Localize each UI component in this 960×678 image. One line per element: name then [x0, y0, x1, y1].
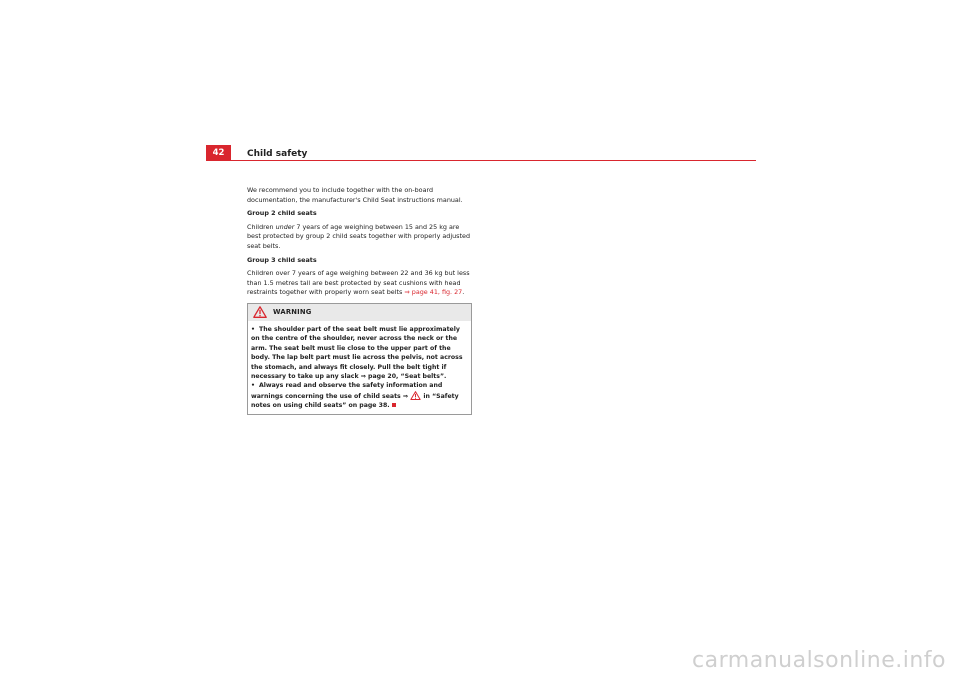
- intro-paragraph: We recommend you to include together with the on-board documentation, the manufacturer's Child Seat instructions manual.: [247, 186, 463, 204]
- warning-item-seatbelt-text: The shoulder part of the seat belt must lie approximately on the centre of the shoulder, never across the neck or the arm. The seat belt must lie close to the upper part of the body. The lap belt part must lie across the pelvis, not across the stomach, and always fit closely. Pull the belt tight if necessary to take up any slack ⇒ page 20, “Seat belts”.: [251, 325, 463, 380]
- warning-item-child-seats-text-before: Always read and observe the safety information and warnings concerning the use of child seats ⇒: [251, 382, 443, 400]
- inline-warning-triangle-icon: [410, 391, 421, 400]
- warning-item-child-seats: [251, 381, 468, 410]
- group3-text-after: .: [462, 288, 465, 297]
- end-of-section-icon: [392, 403, 396, 407]
- bullet-icon: •: [251, 325, 255, 333]
- group2-text-after: 7 years of age weighing between 15 and 25 kg are best protected by group 2 child seats together with properly adjusted seat belts.: [247, 222, 471, 250]
- group3-paragraph: [247, 269, 472, 298]
- bullet-icon: •: [251, 382, 255, 390]
- warning-title: WARNING: [273, 307, 312, 316]
- warning-box: [247, 303, 472, 415]
- warning-triangle-icon: [253, 306, 267, 318]
- group2-emphasis: under: [275, 222, 295, 231]
- warning-body: [248, 321, 471, 414]
- header-divider: [231, 160, 756, 161]
- warning-item-seatbelt: [251, 325, 468, 381]
- group2-heading: Group 2 child seats: [247, 209, 317, 218]
- group2-text-before: Children: [247, 222, 276, 231]
- page-number: 42: [206, 145, 231, 161]
- group2-paragraph: [247, 223, 472, 252]
- page-41-reference-link[interactable]: ⇒ page 41, fig. 27: [404, 288, 463, 297]
- group3-text-before: Children over 7 years of age weighing between 22 and 36 kg but less than 1.5 metres tall are best protected by seat cushions with head restraints together with properly worn seat belts: [247, 269, 470, 297]
- warning-item-child-seats-text-after: in “Safety notes on using child seats” on page 38.: [251, 392, 459, 410]
- chapter-title: Child safety: [247, 149, 308, 159]
- group3-heading: Group 3 child seats: [247, 255, 317, 264]
- main-content: [247, 186, 472, 415]
- warning-header: [248, 304, 471, 321]
- watermark: carmanualsonline.info: [692, 648, 946, 673]
